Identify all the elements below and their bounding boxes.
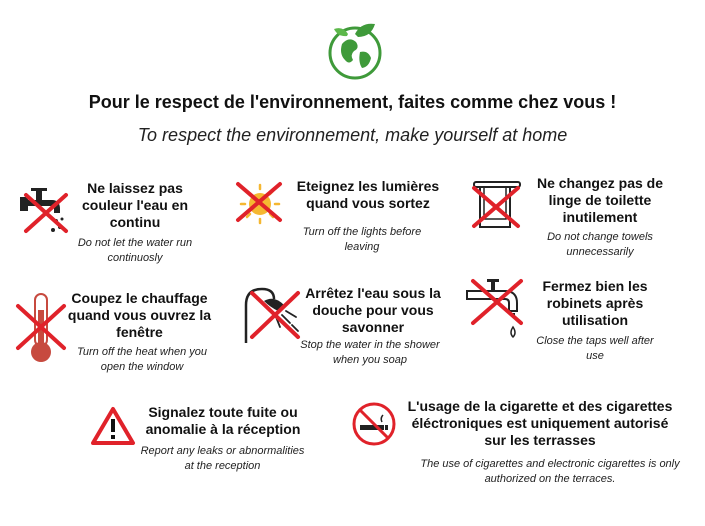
sun-icon <box>232 180 284 224</box>
page-subtitle: To respect the environnement, make yourself at home <box>137 125 568 145</box>
globe-leaf-icon <box>325 20 385 80</box>
page-title: Pour le respect de l'environnement, faites comme chez vous ! <box>88 92 617 112</box>
tip-en: Do not let the water run continuosly <box>77 237 193 264</box>
warning-icon <box>90 406 136 446</box>
no-smoking-icon <box>350 400 398 448</box>
tip-en: Close the taps well after use <box>536 335 654 362</box>
tip-fr: Signalez toute fuite ou anomalie à la réception <box>145 404 301 437</box>
tip-en: Stop the water in the shower when you soap <box>300 339 440 366</box>
tip-fr: Coupez le chauffage quand vous ouvrez la fenêtre <box>67 290 212 340</box>
tip-en: Turn off the heat when you open the window <box>76 346 208 373</box>
tip-fr: Ne changez pas de linge de toilette inutilement <box>536 175 664 225</box>
shower-icon <box>240 285 306 347</box>
tip-fr: Eteignez les lumières quand vous sortez <box>296 178 440 211</box>
thermometer-icon <box>14 292 68 364</box>
tip-en: Report any leaks or abnormalities at the reception <box>140 445 305 472</box>
tip-en: The use of cigarettes and electronic cigarettes is only authorized on the terraces. <box>420 458 680 485</box>
tip-en: Do not change towels unnecessarily <box>547 231 653 258</box>
tip-fr: Arrêtez l'eau sous la douche pour vous savonner <box>305 285 441 335</box>
tip-fr: Ne laissez pas couleur l'eau en continu <box>81 180 189 230</box>
tip-fr: Fermez bien les robinets après utilisation <box>542 278 648 328</box>
towel-icon <box>470 180 524 230</box>
faucet-icon <box>18 185 74 235</box>
tip-fr: L'usage de la cigarette et des cigarettes éléctroniques est uniquement autorisé sur les terrasses <box>407 398 673 448</box>
tap-icon <box>465 277 527 347</box>
tip-en: Turn off the lights before leaving <box>302 226 422 253</box>
